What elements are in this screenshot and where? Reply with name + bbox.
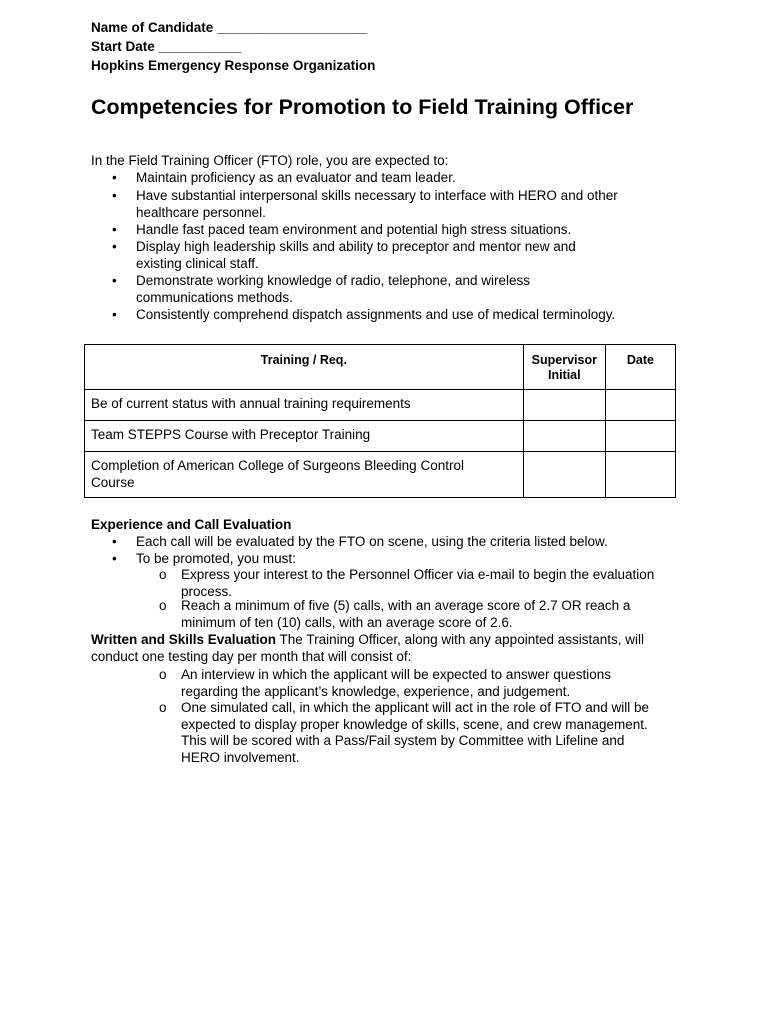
bullet-mark: •: [112, 170, 117, 185]
organization-name: Hopkins Emergency Response Organization: [91, 58, 376, 73]
training-req-cell: Team STEPPS Course with Preceptor Training: [85, 421, 524, 452]
experience-sub-item-text: Reach a minimum of five (5) calls, with an average score of 2.7 OR reach a minimum of ten (10) calls, with an average score of 2.6.: [181, 598, 631, 630]
experience-heading: Experience and Call Evaluation: [91, 517, 292, 532]
intro-bullet: [112, 188, 636, 221]
date-cell[interactable]: [605, 452, 675, 498]
experience-sub-item: [159, 598, 651, 631]
experience-sub-item-text: Express your interest to the Personnel Officer via e-mail to begin the evaluation process.: [181, 567, 655, 599]
table-row: [85, 421, 676, 452]
supervisor-initial-cell[interactable]: [523, 452, 605, 498]
intro-bullet-text: Display high leadership skills and ability to preceptor and mentor new and existing clinical staff.: [136, 239, 576, 271]
written-evaluation-heading: Written and Skills Evaluation: [91, 632, 277, 647]
header-supervisor-initial-text: Supervisor Initial: [531, 353, 597, 382]
experience-sub-item: [159, 567, 676, 600]
table-row: [85, 452, 676, 498]
experience-bullet-text: Each call will be evaluated by the FTO on scene, using the criteria listed below.: [136, 534, 608, 549]
intro-bullet-text: Maintain proficiency as an evaluator and team leader.: [136, 170, 456, 185]
intro-bullet: [112, 273, 556, 306]
written-evaluation-text: The Training Officer, along with any appointed assistants, will conduct one testing day per month that will consist of:: [91, 632, 645, 664]
intro-bullet-text: Demonstrate working knowledge of radio, telephone, and wireless communications methods.: [136, 273, 530, 305]
supervisor-initial-cell[interactable]: [523, 421, 605, 452]
intro-bullet: [112, 307, 676, 324]
bullet-mark: •: [112, 273, 117, 288]
date-cell[interactable]: [605, 421, 675, 452]
intro-bullet: [112, 170, 656, 187]
written-sub-item: [159, 667, 646, 700]
experience-bullet: [112, 534, 676, 551]
bullet-mark: •: [112, 239, 117, 254]
training-req-cell: Be of current status with annual training requirements: [85, 390, 524, 421]
start-date-line: Start Date ___________: [91, 39, 242, 54]
written-sub-item-text: One simulated call, in which the applicant will act in the role of FTO and will be expected to display proper knowledge of skills, scene, and crew management. This will be scored with a Pass/Fail system by Committee with Lifeline and HERO involvement.: [181, 700, 649, 765]
sub-bullet-mark: o: [159, 700, 167, 715]
page-title: Competencies for Promotion to Field Training Officer: [91, 95, 634, 119]
intro-bullet-text: Handle fast paced team environment and potential high stress situations.: [136, 222, 572, 237]
sub-bullet-mark: o: [159, 667, 167, 682]
experience-bullet: [112, 551, 656, 568]
written-sub-item-text: An interview in which the applicant will be expected to answer questions regarding the applicant’s knowledge, experience, and judgement.: [181, 667, 611, 699]
table-header-row: [85, 345, 676, 390]
table-row: [85, 390, 676, 421]
written-evaluation-paragraph: [91, 632, 651, 665]
experience-bullet-text: To be promoted, you must:: [136, 551, 296, 566]
header-supervisor-initial: [523, 345, 605, 390]
bullet-mark: •: [112, 188, 117, 203]
bullet-mark: •: [112, 534, 117, 549]
supervisor-initial-cell[interactable]: [523, 390, 605, 421]
training-req-cell: Completion of American College of Surgeons Bleeding Control Course: [85, 452, 524, 498]
intro-bullet-text: Have substantial interpersonal skills necessary to interface with HERO and other healthcare personnel.: [136, 188, 618, 220]
intro-bullet-text: Consistently comprehend dispatch assignments and use of medical terminology.: [136, 307, 616, 322]
sub-bullet-mark: o: [159, 598, 167, 613]
training-requirements-table: [84, 344, 676, 498]
header-date: Date: [605, 345, 675, 390]
header-training-req: Training / Req.: [85, 345, 524, 390]
sub-bullet-mark: o: [159, 567, 167, 582]
intro-bullet: [112, 239, 596, 272]
intro-lead: In the Field Training Officer (FTO) role, you are expected to:: [91, 153, 449, 168]
bullet-mark: •: [112, 307, 117, 322]
intro-bullet: [112, 222, 656, 239]
bullet-mark: •: [112, 222, 117, 237]
date-cell[interactable]: [605, 390, 675, 421]
written-sub-item: [159, 700, 656, 766]
candidate-name-line: Name of Candidate ____________________: [91, 20, 368, 35]
bullet-mark: •: [112, 551, 117, 566]
